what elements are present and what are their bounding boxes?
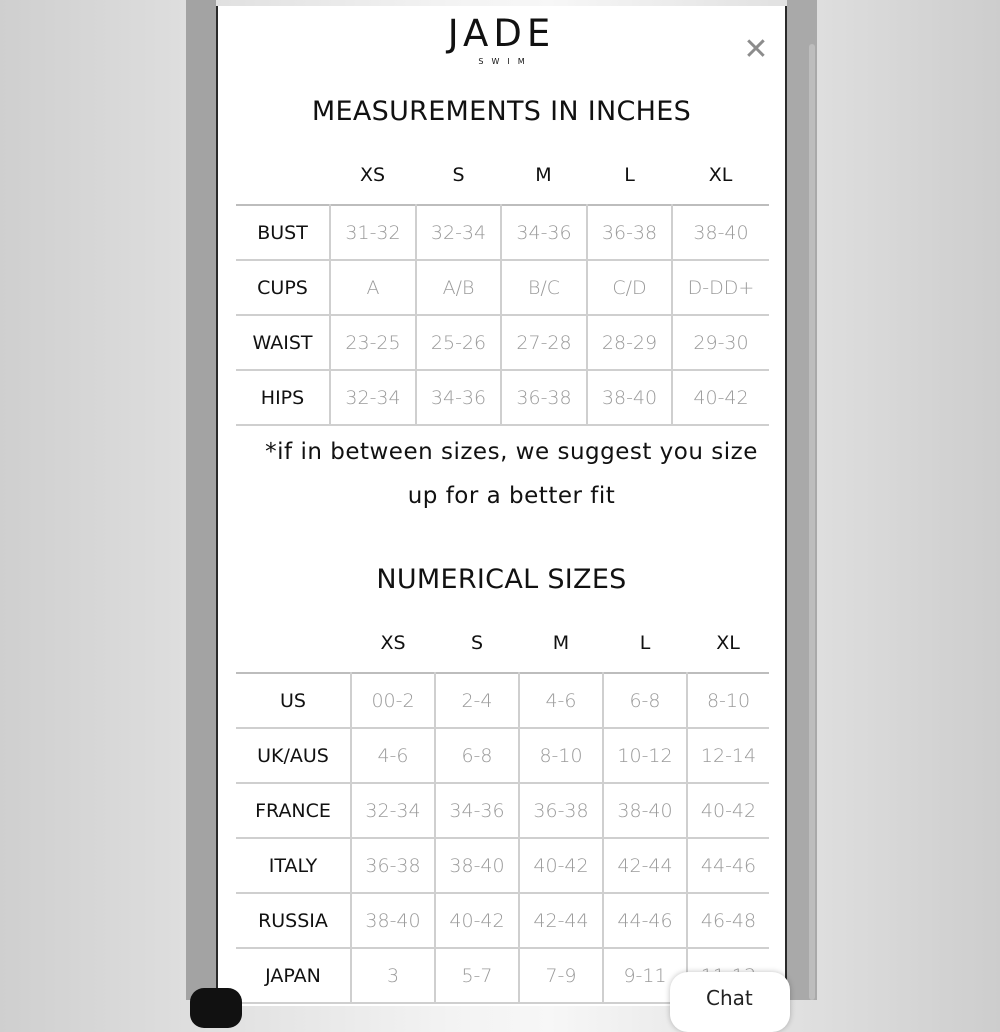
table-row xyxy=(236,370,769,425)
numerical-size-headers xyxy=(236,632,769,662)
table-cell: 40-42 xyxy=(435,893,519,948)
size-header-xs: XS xyxy=(359,164,386,186)
close-icon[interactable]: ✕ xyxy=(743,32,769,67)
table-cell: 6-8 xyxy=(603,673,687,728)
table-cell: 38-40 xyxy=(435,838,519,893)
table-cell: 5-7 xyxy=(435,948,519,1003)
table-cell: 36-38 xyxy=(519,783,603,838)
sizing-note xyxy=(238,430,785,518)
numerical-title: NUMERICAL SIZES xyxy=(376,564,627,595)
table-cell: 34-36 xyxy=(501,205,587,260)
table-cell: 2-4 xyxy=(435,673,519,728)
table-cell: 38-40 xyxy=(672,205,769,260)
table-cell: 36-38 xyxy=(587,205,672,260)
table-cell: 31-32 xyxy=(330,205,416,260)
table-row xyxy=(236,728,769,783)
table-cell: 23-25 xyxy=(330,315,416,370)
table-cell: 44-46 xyxy=(687,838,769,893)
table-cell: 10-12 xyxy=(603,728,687,783)
row-label: CUPS xyxy=(236,260,330,315)
table-cell: 00-2 xyxy=(351,673,435,728)
table-cell: 32-34 xyxy=(416,205,501,260)
size-header-m: M xyxy=(535,164,552,186)
table-cell: 32-34 xyxy=(351,783,435,838)
backdrop-band-left xyxy=(186,0,216,1000)
table-row xyxy=(236,893,769,948)
table-row xyxy=(236,205,769,260)
table-cell: 44-46 xyxy=(603,893,687,948)
table-row xyxy=(236,838,769,893)
table-cell: 8-10 xyxy=(519,728,603,783)
row-label: ITALY xyxy=(236,838,351,893)
brand-name: JADE xyxy=(447,12,556,55)
chat-button[interactable] xyxy=(670,972,790,1032)
table-cell: A xyxy=(330,260,416,315)
brand-tagline: SWIM xyxy=(478,57,533,66)
table-cell: 7-9 xyxy=(519,948,603,1003)
table-cell: B/C xyxy=(501,260,587,315)
row-label: UK/AUS xyxy=(236,728,351,783)
table-cell: 34-36 xyxy=(416,370,501,425)
table-cell: 28-29 xyxy=(587,315,672,370)
brand-logo xyxy=(218,14,785,66)
table-cell: 40-42 xyxy=(672,370,769,425)
table-cell: 4-6 xyxy=(519,673,603,728)
table-cell: 25-26 xyxy=(416,315,501,370)
row-label: FRANCE xyxy=(236,783,351,838)
table-cell: 42-44 xyxy=(603,838,687,893)
table-cell: D-DD+ xyxy=(672,260,769,315)
size-header-xs: XS xyxy=(380,632,406,654)
sizing-note-line-1: *if in between sizes, we suggest you size xyxy=(265,439,758,465)
row-label: BUST xyxy=(236,205,330,260)
row-label: JAPAN xyxy=(236,948,351,1003)
table-row xyxy=(236,673,769,728)
table-cell: 38-40 xyxy=(351,893,435,948)
numerical-table xyxy=(236,672,769,1004)
table-cell: C/D xyxy=(587,260,672,315)
measurements-size-headers xyxy=(236,164,769,194)
row-label: RUSSIA xyxy=(236,893,351,948)
row-label: HIPS xyxy=(236,370,330,425)
table-row xyxy=(236,315,769,370)
table-cell: 36-38 xyxy=(501,370,587,425)
table-cell: 9-11 xyxy=(603,948,687,1003)
table-cell: 32-34 xyxy=(330,370,416,425)
table-cell: 6-8 xyxy=(435,728,519,783)
table-cell: 42-44 xyxy=(519,893,603,948)
row-label: US xyxy=(236,673,351,728)
table-cell: 29-30 xyxy=(672,315,769,370)
table-cell: 8-10 xyxy=(687,673,769,728)
table-cell: 4-6 xyxy=(351,728,435,783)
table-cell: 38-40 xyxy=(587,370,672,425)
corner-element xyxy=(190,988,242,1028)
table-cell: 46-48 xyxy=(687,893,769,948)
table-cell: 36-38 xyxy=(351,838,435,893)
table-cell: 38-40 xyxy=(603,783,687,838)
table-cell: 3 xyxy=(351,948,435,1003)
size-header-xl: XL xyxy=(708,164,733,186)
table-cell: 12-14 xyxy=(687,728,769,783)
size-header-xl: XL xyxy=(716,632,740,654)
scrollbar[interactable] xyxy=(787,0,817,1000)
size-header-m: M xyxy=(552,632,570,654)
size-header-s: S xyxy=(470,632,484,654)
table-cell: 40-42 xyxy=(519,838,603,893)
measurements-title: MEASUREMENTS IN INCHES xyxy=(311,96,692,127)
table-row xyxy=(236,783,769,838)
row-label: WAIST xyxy=(236,315,330,370)
size-header-s: S xyxy=(452,164,465,186)
sizing-note-line-2: up for a better fit xyxy=(407,483,616,509)
chat-label: Chat xyxy=(706,986,753,1010)
size-guide-modal xyxy=(216,6,787,1006)
size-header-l: L xyxy=(624,164,635,186)
table-row xyxy=(236,260,769,315)
table-cell: 40-42 xyxy=(687,783,769,838)
size-header-l: L xyxy=(639,632,651,654)
measurements-table xyxy=(236,204,769,426)
table-cell: 34-36 xyxy=(435,783,519,838)
table-cell: A/B xyxy=(416,260,501,315)
table-cell: 27-28 xyxy=(501,315,587,370)
